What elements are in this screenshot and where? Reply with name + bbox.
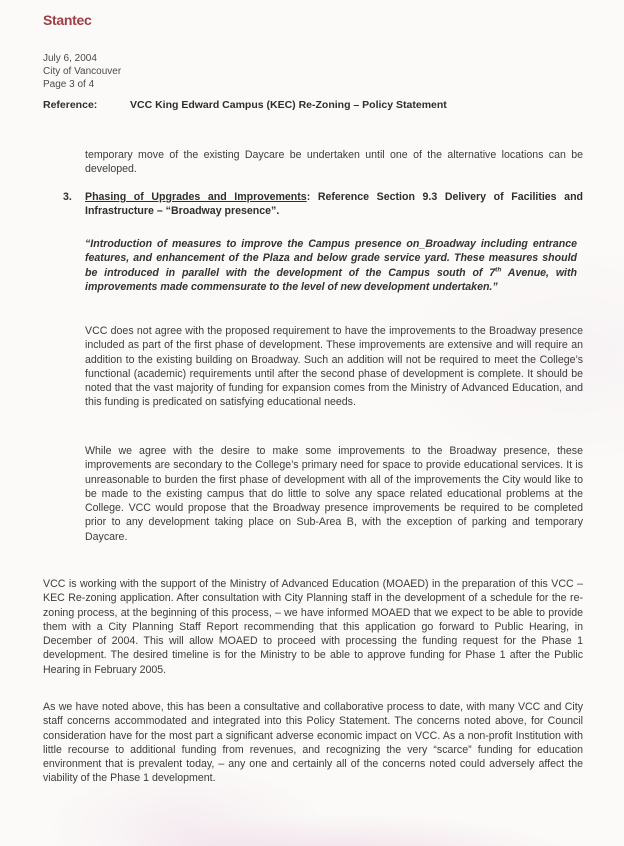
block-quote bbox=[85, 237, 577, 294]
letter-recipient: City of Vancouver bbox=[43, 66, 122, 77]
item-heading-rest: : Reference Section 9.3 Delivery of Facilities and Infrastructure – “Broadway presence”. bbox=[85, 191, 584, 218]
quote-superscript: th bbox=[495, 266, 502, 274]
item-number: 3. bbox=[63, 191, 72, 203]
quote-text-part1: “Introduction of measures to improve the Campus presence on_Broadway including entrance features, and enhancement of the Plaza and below grade service yard. These measures should be introduced in parallel with the development of the Campus south of 7 bbox=[85, 238, 577, 279]
reference-label: Reference: bbox=[43, 99, 98, 111]
numbered-item-3 bbox=[63, 190, 584, 219]
reference-title: VCC King Edward Campus (KEC) Re-Zoning – Policy Statement bbox=[130, 99, 447, 111]
page-number: Page 3 of 4 bbox=[43, 79, 95, 90]
stantec-logo: Stantec bbox=[43, 12, 92, 28]
paragraph-closing: As we have noted above, this has been a consultative and collaborative process to date, with many VCC and City staff concerns accommodated and integrated into this Policy Statement. The concerns noted above, for Council consideration have for the most part a significant adverse economic impact on VCC. As a non-profit Institution with little recourse to additional funding from revenues, and recognizing the very “scarce” funding for education environment that is prevalent today, – any one and certainly all of the concerns noted could adversely affect the viability of the Phase 1 development. bbox=[43, 701, 583, 785]
item-heading-underlined: Phasing of Upgrades and Improvements bbox=[85, 191, 307, 203]
paragraph-vcc-disagree: VCC does not agree with the proposed requirement to have the improvements to the Broadway presence included as part of the first phase of development. These improvements are extensive and will require an addition to the existing building on Broadway. Such an addition will not be required to meet the College’s functional (academic) requirements until after the second phase of development is complete. It should be noted that the vast majority of funding for expansion comes from the Ministry of Advanced Education, and this funding is predicated on satisfying educational needs. bbox=[85, 325, 583, 409]
paragraph-continued: temporary move of the existing Daycare be undertaken until one of the alternative locations can be developed. bbox=[85, 149, 583, 176]
letter-date: July 6, 2004 bbox=[43, 53, 97, 64]
reference-line bbox=[43, 99, 583, 111]
paragraph-while-we-agree: While we agree with the desire to make some improvements to the Broadway presence, these improvements are secondary to the College’s primary need for space to provide educational services. It is unreasonable to burden the first phase of development with all of the improvements the City would like to be made to the existing campus that do little to solve any space related educational problems at the College. VCC would propose that the Broadway presence improvements be required to be completed prior to any development taking place on Sub-Area B, with the exception of parking and temporary Daycare. bbox=[85, 445, 583, 543]
letter-meta bbox=[43, 52, 121, 91]
quote-text-part2: Avenue, with improvements made commensurate to the level of new development undertaken.” bbox=[85, 266, 577, 293]
paragraph-moaed: VCC is working with the support of the Ministry of Advanced Education (MOAED) in the preparation of this VCC – KEC Re-zoning application. After consultation with City Planning staff in the development of a schedule for the re-zoning process, at the beginning of this process, – we have informed MOAED that we expect to be able to provide them with a City Planning Staff Report recommending that this application go forward to Public Hearing, in December of 2004. This will allow MOAED to proceed with processing the funding request for the Phase 1 development. The desired timeline is for the Ministry to be able to approve funding for Phase 1 after the Public Hearing in February 2005. bbox=[43, 578, 583, 676]
